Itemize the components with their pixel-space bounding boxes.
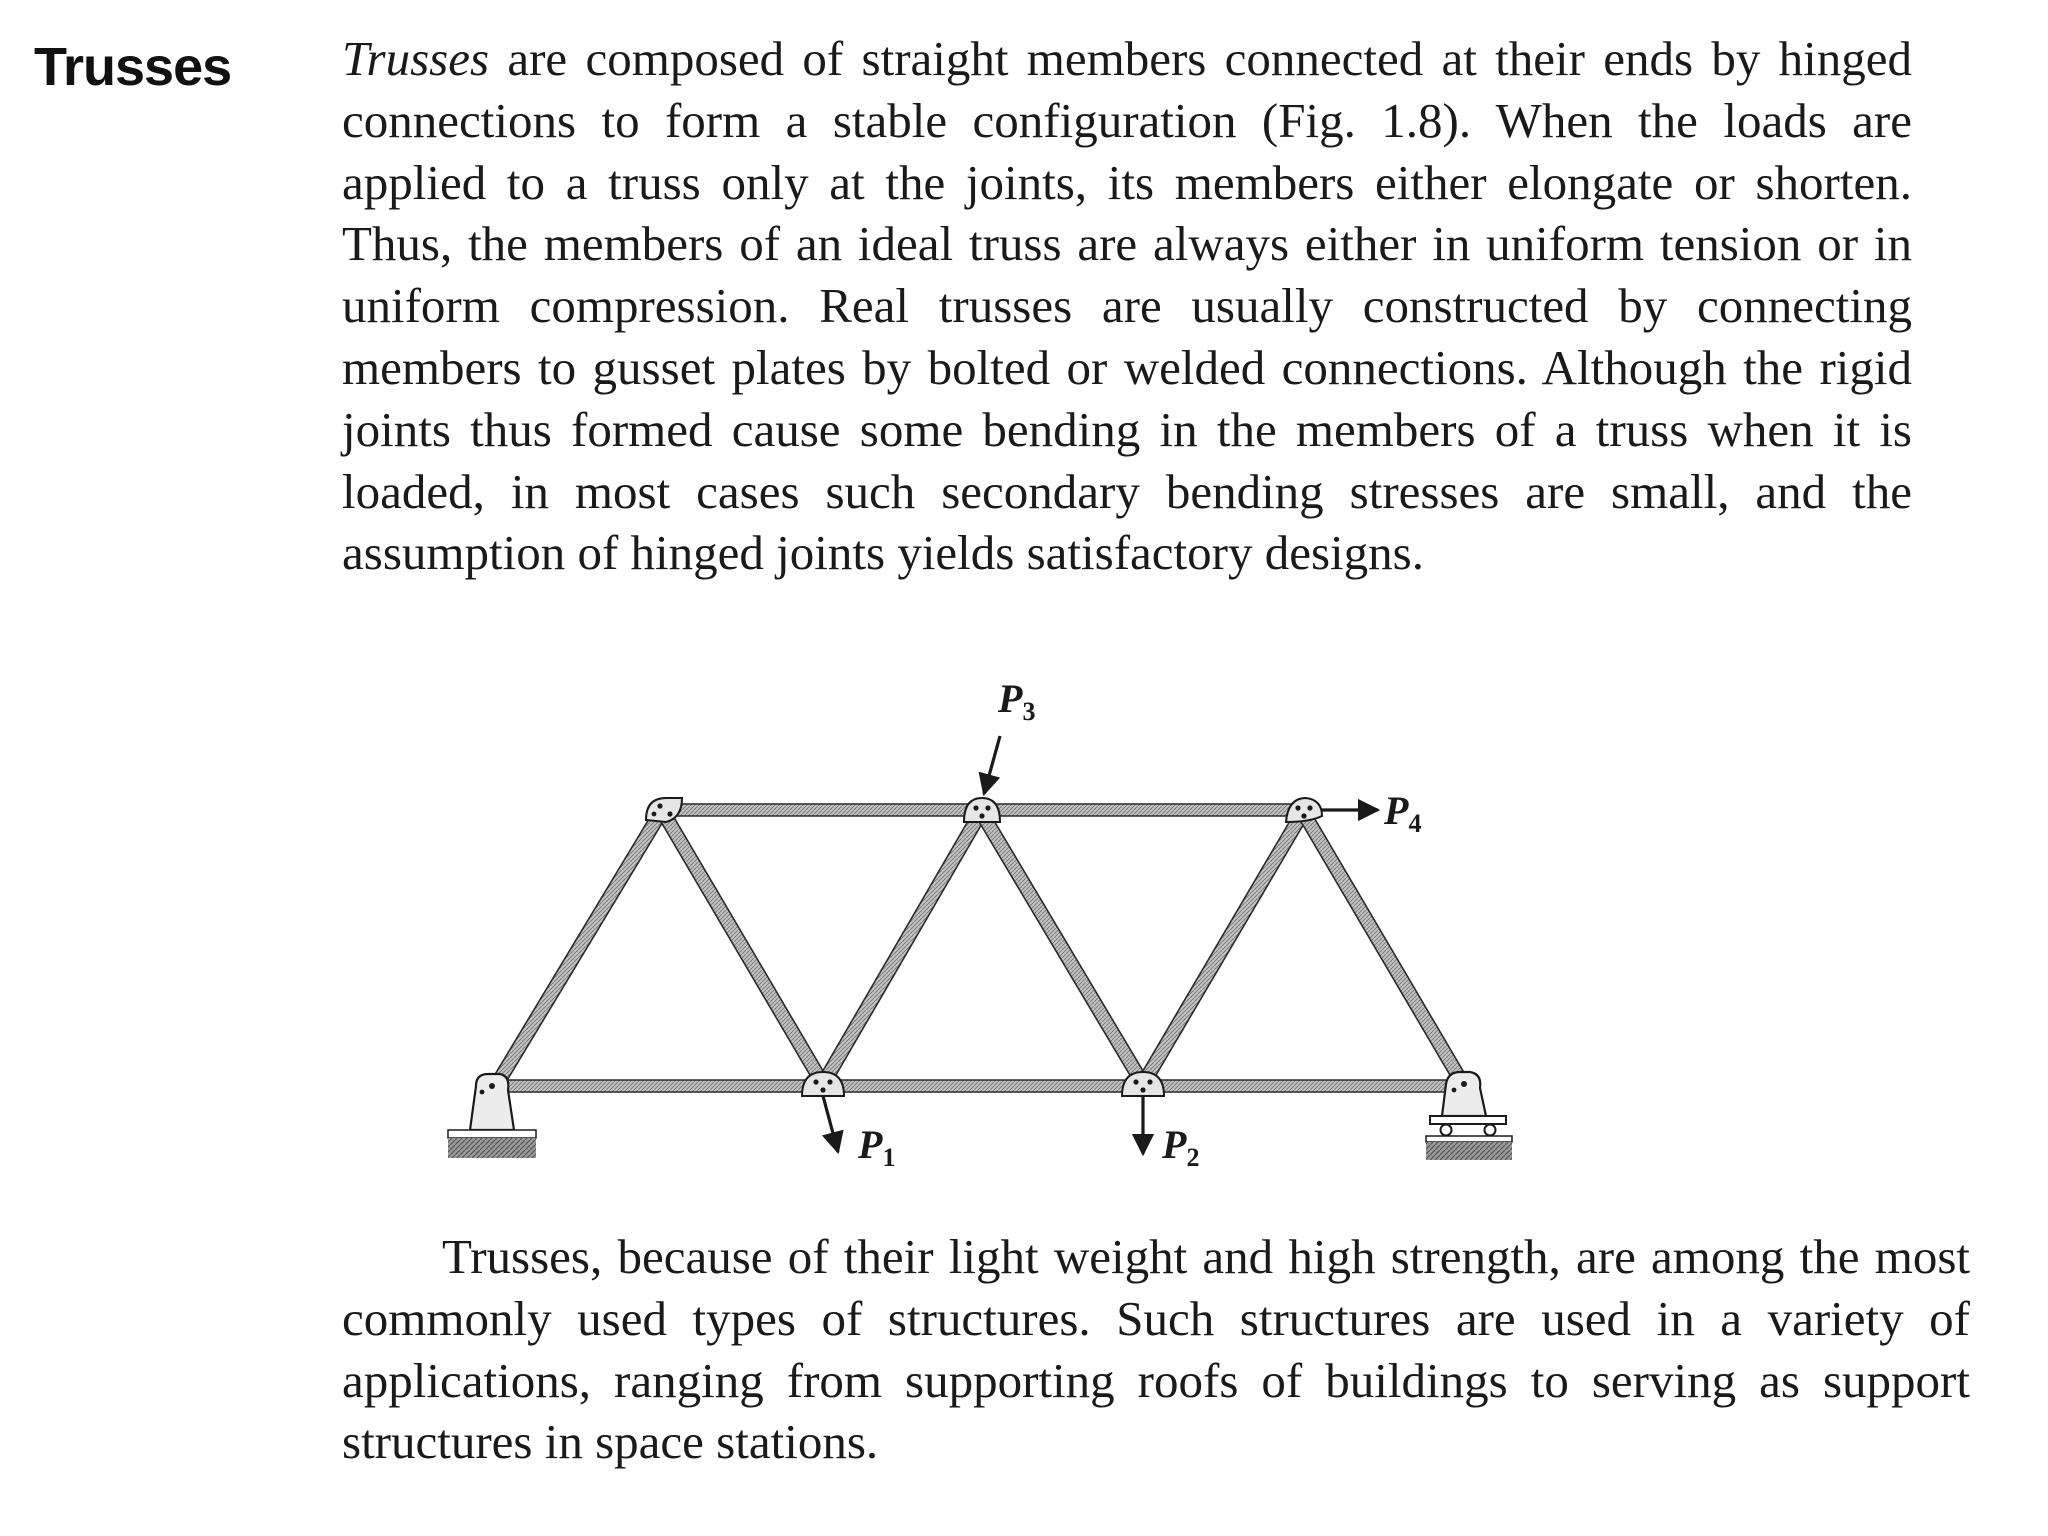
diagonal-5 [1137, 809, 1309, 1087]
diagonal-2 [657, 809, 829, 1087]
diagonal-4 [975, 809, 1149, 1087]
load-arrow-p1 [823, 1096, 838, 1152]
diagonal-1 [491, 809, 667, 1087]
diagonal-3 [817, 809, 987, 1087]
load-label-p1: $P_1$ [858, 1122, 896, 1172]
paragraph-lead-term: Trusses [342, 31, 490, 86]
bottom-chord [496, 1080, 1458, 1092]
truss-diagonals [491, 809, 1469, 1087]
joint-top-left [646, 798, 682, 822]
paragraph-truss-definition [342, 28, 1912, 584]
load-label-p2: $P_2$ [1162, 1122, 1200, 1172]
section-heading: Trusses [34, 37, 232, 97]
truss-diagram [430, 670, 1560, 1190]
diagonal-6 [1297, 809, 1469, 1087]
truss-figure [430, 670, 1560, 1190]
paragraph-body: are composed of straight members connected at their ends by hinged connections to form a stable configuration (Fig. 1.8). When the loads are applied to a truss only at the joints, its members either elongate or shorten. Thus, the members of an ideal truss are always either in uniform tension or in uniform compression. Real trusses are usually constructed by connecting members to gusset plates by bolted or welded connections. Although the rigid joints thus formed cause some bending in the members of a truss when it is loaded, in most cases such secondary bending stresses are small, and the assumption of hinged joints yields satisfactory designs. [342, 31, 1912, 581]
load-label-p3: $P_3$ [998, 676, 1036, 726]
load-arrow-p3 [984, 736, 1000, 794]
paragraph-truss-applications: Trusses, because of their light weight and high strength, are among the most commonly used types of structures. Such structures are used in a variety of applications, ranging from supporting roofs of buildings to serving as support structures in space stations. [342, 1229, 1970, 1470]
load-label-p4: $P_4$ [1384, 788, 1422, 838]
